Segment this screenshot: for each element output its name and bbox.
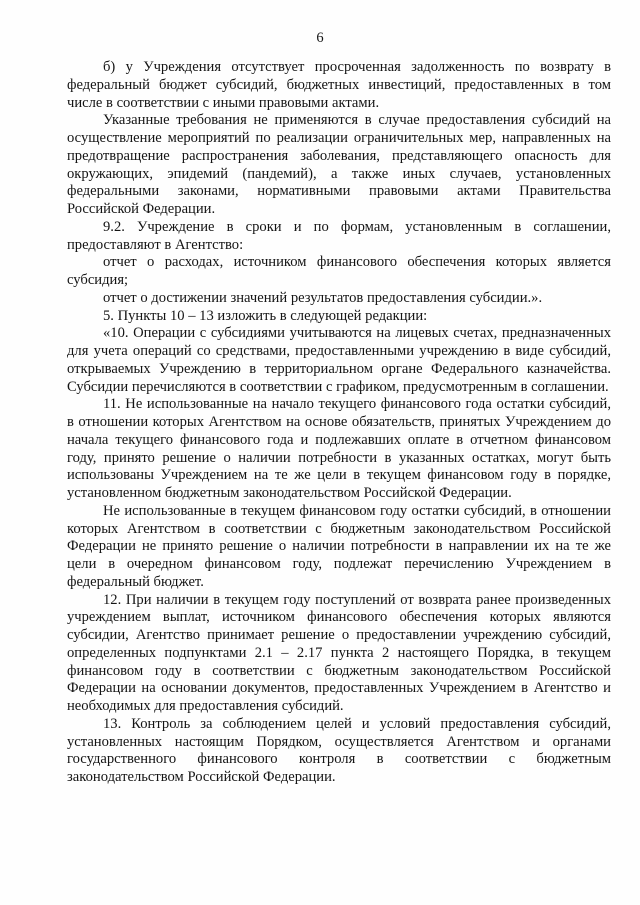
paragraph-results-report: отчет о достижении значений результатов предоставления субсидии.». (103, 289, 543, 306)
paragraph-debt-condition: б) у Учреждения отсутствует просроченная задолженность по возврату в федеральный бюджет субсидий, бюджетных инвестиций, предоставленных в том числе в соответствии с иными правовыми актами. (67, 59, 611, 111)
paragraph-11-unused-remainders: Не использованные в текущем финансовом году остатки субсидий, в отношении которых Агентством в соответствии с бюджетным законодательством Российской Федерации не принято решение о наличии потребности в направлении их на те же цели в очередном финансовом году, подлежат перечислению Учреждением в федеральный бюджет. (67, 502, 611, 590)
paragraph-12: 12. При наличии в текущем году поступлений от возврата ранее произведенных учреждением выплат, источником финансового обеспечения которых являются субсидии, Агентство принимает решение о предоставлении учреждению субсидий, определенных подпунктами 2.1 – 2.17 пункта 2 настоящего Порядка, в текущем финансовом году в соответствии с бюджетным законодательством Российской Федерации на основании документов, предоставленных Учреждением в Агентство и необходимых для предоставления субсидий. (67, 591, 611, 714)
paragraph-requirements-exception: Указанные требования не применяются в случае предоставления субсидий на осуществление мероприятий по реализации ограничительных мер, направленных на предотвращение распространения заболевания, представляющего опасность для окружающих, эпидемий (пандемий), а также иных случаев, установленных федеральными законами, нормативными правовыми актами Правительства Российской Федерации. (67, 112, 611, 217)
document-body (67, 59, 611, 787)
paragraph-item-5: 5. Пункты 10 – 13 изложить в следующей редакции: (103, 307, 428, 324)
page-number: 6 (316, 30, 324, 46)
paragraph-13: 13. Контроль за соблюдением целей и условий предоставления субсидий, установленных настоящим Порядком, осуществляется Агентством и органами государственного финансового контроля в соответствии с бюджетным законодательством Российской Федерации. (67, 715, 611, 785)
paragraph-11: 11. Не использованные на начало текущего финансового года остатки субсидий, в отношении которых Агентством на основе обязательств, принятых Учреждением до начала текущего финансового года и подлежавших оплате в отчетном финансовом году, принято решение о наличии потребности в указанных остатках, могут быть использованы Учреждением на те же цели в текущем финансовом году в порядке, установленном бюджетным законодательством Российской Федерации. (67, 396, 611, 501)
paragraph-10: «10. Операции с субсидиями учитываются на лицевых счетах, предназначенных для учета операций со средствами, предоставленными учреждению в виде субсидий, открываемых Учреждению в территориальном органе Федерального казначейства. Субсидии перечисляются в соответствии с графиком, предусмотренным в соглашении. (67, 325, 611, 395)
paragraph-9-2: 9.2. Учреждение в сроки и по формам, установленным в соглашении, предоставляют в Агентство: (67, 218, 611, 253)
paragraph-expense-report: отчет о расходах, источником финансового обеспечения которых является субсидия; (67, 254, 611, 288)
